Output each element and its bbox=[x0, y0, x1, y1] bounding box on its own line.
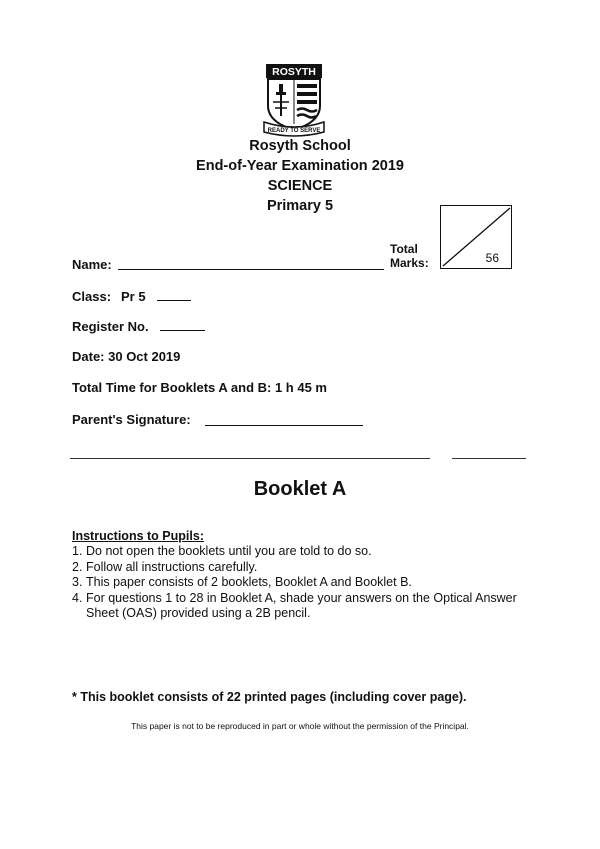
level-title: Primary 5 bbox=[266, 198, 334, 214]
page-count-note: * This booklet consists of 22 printed pages (including cover page). bbox=[72, 690, 467, 704]
name-label: Name: bbox=[72, 257, 112, 272]
register-field[interactable] bbox=[160, 330, 205, 331]
instruction-item bbox=[72, 591, 542, 622]
total-marks-box bbox=[440, 205, 512, 269]
instruction-number: 2. bbox=[72, 559, 83, 574]
divider-gap bbox=[430, 455, 452, 461]
name-field[interactable] bbox=[118, 269, 384, 270]
crest-motto: READY TO SERVE bbox=[267, 128, 321, 134]
instruction-number: 1. bbox=[72, 544, 83, 558]
instruction-item bbox=[72, 575, 542, 591]
instruction-text: Do not open the booklets until you are told to do so. bbox=[86, 544, 372, 558]
school-name: Rosyth School bbox=[249, 138, 351, 154]
signature-label: Parent's Signature: bbox=[72, 412, 191, 427]
instruction-text: Follow all instructions carefully. bbox=[86, 559, 258, 574]
total-marks-value: 56 bbox=[485, 251, 499, 265]
copyright-notice: This paper is not to be reproduced in part or whole without the permission of the Principal. bbox=[131, 721, 469, 731]
date-label: Date: 30 Oct 2019 bbox=[72, 349, 181, 364]
instruction-number: 4. bbox=[72, 590, 83, 605]
instruction-item bbox=[72, 560, 542, 576]
class-value: Pr 5 bbox=[121, 289, 146, 304]
instructions-heading: Instructions to Pupils: bbox=[72, 529, 204, 543]
subject-title: SCIENCE bbox=[267, 178, 333, 194]
booklet-title: Booklet A bbox=[253, 478, 347, 500]
instruction-text: This paper consists of 2 booklets, Booklet A and Booklet B. bbox=[86, 575, 412, 589]
signature-field[interactable] bbox=[205, 425, 363, 426]
school-crest-logo bbox=[258, 62, 330, 138]
instruction-number: 3. bbox=[72, 575, 83, 589]
register-label: Register No. bbox=[72, 319, 149, 334]
crest-name: ROSYTH bbox=[272, 66, 316, 78]
instruction-item bbox=[72, 544, 542, 560]
time-label: Total Time for Booklets A and B: 1 h 45 m bbox=[72, 380, 327, 395]
total-label: Total bbox=[390, 242, 418, 256]
instruction-text: For questions 1 to 28 in Booklet A, shade your answers on the Optical Answer Sheet (OAS) provided using a 2B pencil. bbox=[86, 590, 517, 620]
class-field[interactable] bbox=[157, 300, 191, 301]
class-label: Class: bbox=[72, 289, 112, 304]
exam-title: End-of-Year Examination 2019 bbox=[196, 158, 404, 174]
marks-diagonal bbox=[441, 206, 511, 268]
divider bbox=[70, 458, 526, 459]
marks-label: Marks: bbox=[390, 256, 429, 270]
instructions-list bbox=[72, 544, 542, 622]
